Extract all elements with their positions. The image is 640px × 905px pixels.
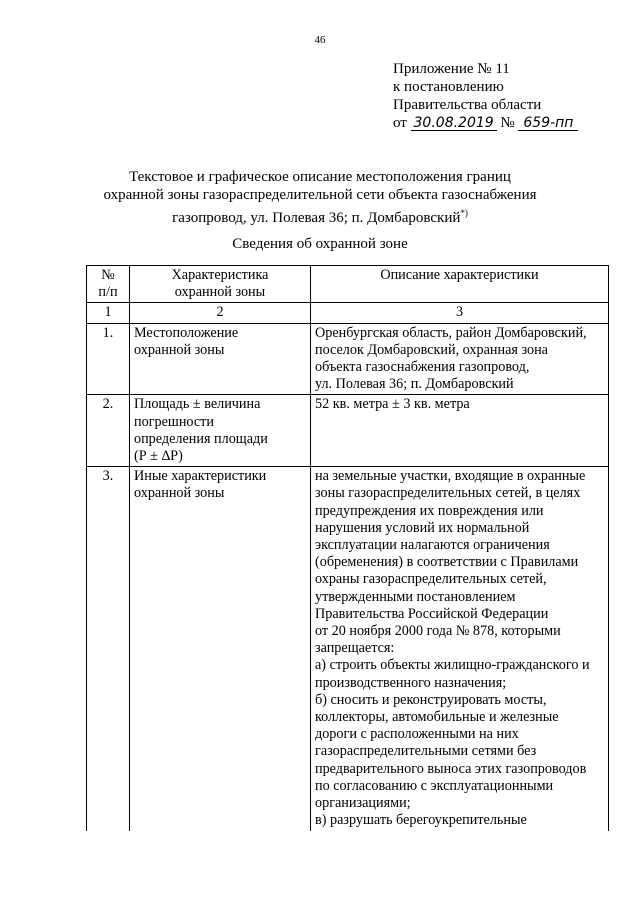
description-line: от 20 ноября 2000 года № 878, которыми — [315, 623, 561, 640]
header-description-line-1: Описание характеристики — [380, 267, 539, 283]
table-row — [87, 395, 609, 467]
row-number: 2. — [87, 395, 130, 467]
description-line: дороги с расположенными на них — [315, 726, 519, 743]
appendix-date-line — [393, 114, 578, 132]
row-characteristic — [130, 467, 311, 831]
description-line: в) разрушать берегоукрепительные — [315, 812, 527, 829]
description-line: охраны газораспределительных сетей, — [315, 571, 547, 588]
header-characteristic — [130, 266, 311, 303]
title-line-3-text: газопровод, ул. Полевая 36; п. Домбаровский — [172, 210, 461, 226]
description-line: ул. Полевая 36; п. Домбаровский — [315, 376, 514, 393]
description-line: поселок Домбаровский, охранная зона — [315, 341, 548, 358]
footnote-mark: *) — [460, 208, 468, 218]
header-description — [311, 266, 609, 303]
zone-info-table — [86, 265, 609, 831]
description-line: Оренбургская область, район Домбаровский, — [315, 324, 587, 341]
document-title — [0, 168, 640, 227]
page-number: 46 — [314, 34, 326, 46]
table-row — [87, 323, 609, 395]
header-characteristic-line-1: Характеристика — [171, 267, 269, 283]
characteristic-line: погрешности — [134, 413, 214, 430]
description-line: предупреждения их повреждения или — [315, 502, 544, 519]
description-line: утвержденными постановлением — [315, 588, 516, 605]
description-line: б) сносить и реконструировать мосты, — [315, 691, 547, 708]
description-line: производственного назначения; — [315, 674, 507, 691]
description-line: а) строить объекты жилищно-гражданского и — [315, 657, 590, 674]
description-line: на земельные участки, входящие в охранные — [315, 468, 586, 485]
header-number-line-1: № — [101, 267, 115, 283]
handwritten-number: 659-пп — [518, 116, 578, 131]
title-line-1: Текстовое и графическое описание местоположения границ — [129, 169, 511, 185]
appendix-line-2: к постановлению — [393, 79, 504, 95]
appendix-line-3: Правительства области — [393, 97, 542, 113]
title-line-2: охранной зоны газораспределительной сети объекта газоснабжения — [103, 187, 537, 203]
table-header-row — [87, 266, 609, 303]
title-line-3 — [0, 204, 640, 227]
characteristic-line: охранной зоны — [134, 485, 225, 502]
row-description — [311, 323, 609, 395]
description-line: 52 кв. метра ± 3 кв. метра — [315, 396, 470, 413]
header-number-line-2: п/п — [98, 284, 118, 301]
column-number-2: 2 — [130, 303, 311, 323]
date-prefix: от — [393, 115, 407, 131]
row-number: 1. — [87, 323, 130, 395]
characteristic-line: Площадь ± величина — [134, 396, 261, 413]
appendix-block — [393, 60, 578, 132]
section-subtitle: Сведения об охранной зоне — [232, 236, 408, 252]
description-line: предварительного выноса этих газопроводов — [315, 760, 587, 777]
table-row — [87, 467, 609, 831]
characteristic-line: охранной зоны — [134, 341, 225, 358]
column-number-row — [87, 303, 609, 323]
characteristic-line: Местоположение — [134, 324, 239, 341]
characteristic-line: (Р ± ∆Р) — [134, 448, 183, 465]
appendix-line-1: Приложение № 11 — [393, 61, 510, 77]
description-line: эксплуатации налагаются ограничения — [315, 537, 550, 554]
description-line: организациями; — [315, 795, 411, 812]
description-line: запрещается: — [315, 640, 395, 657]
row-characteristic — [130, 323, 311, 395]
description-line: зоны газораспределительных сетей, в целях — [315, 485, 581, 502]
number-prefix: № — [500, 115, 515, 131]
header-number — [87, 266, 130, 303]
description-line: коллекторы, автомобильные и железные — [315, 709, 559, 726]
description-line: газораспределительными сетями без — [315, 743, 537, 760]
characteristic-line: определения площади — [134, 430, 268, 447]
header-characteristic-line-2: охранной зоны — [174, 284, 266, 301]
description-line: (обременения) в соответствии с Правилами — [315, 554, 579, 571]
row-description — [311, 467, 609, 831]
description-line: объекта газоснабжения газопровод, — [315, 359, 530, 376]
row-description — [311, 395, 609, 467]
handwritten-date: 30.08.2019 — [411, 116, 497, 131]
description-line: Правительства Российской Федерации — [315, 605, 549, 622]
column-number-3: 3 — [311, 303, 609, 323]
description-line: нарушения условий их нормальной — [315, 519, 530, 536]
row-number: 3. — [87, 467, 130, 831]
row-characteristic — [130, 395, 311, 467]
description-line: по согласованию с эксплуатационными — [315, 777, 554, 794]
characteristic-line: Иные характеристики — [134, 468, 267, 485]
column-number-1: 1 — [87, 303, 130, 323]
